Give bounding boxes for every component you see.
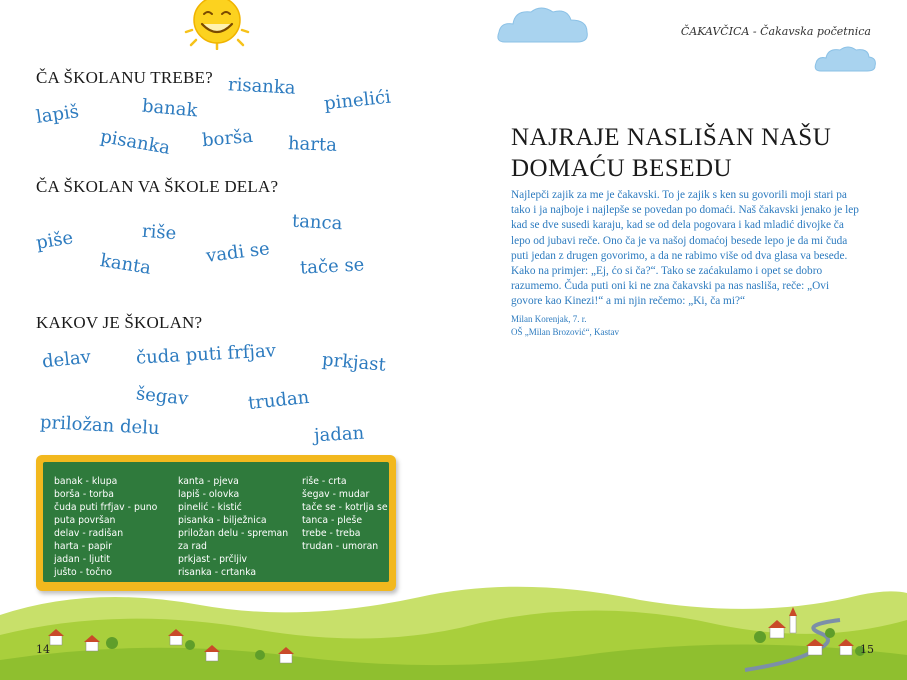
glossary-entry: tanca - pleše [302, 515, 363, 526]
glossary-entry: harta - papir [54, 541, 112, 552]
word-banak: banak [141, 95, 199, 122]
section-heading-character: KAKOV JE ŠKOLAN? [36, 313, 203, 332]
word-prilozan-delu: priložan delu [39, 411, 160, 440]
cloud-icon [495, 4, 591, 46]
word-pise: piše [34, 227, 75, 254]
page-number-left: 14 [36, 643, 50, 656]
glossary-entry: puta površan [54, 515, 116, 526]
glossary-entry: pisanka - bilježnica [178, 515, 267, 526]
glossary-entry: za rad [178, 541, 207, 552]
word-segav: šegav [135, 383, 190, 410]
glossary-entry: priložan delu - spreman [178, 528, 289, 539]
page-number-right: 15 [860, 643, 874, 656]
word-jadan: jadan [313, 422, 365, 447]
glossary-entry: riše - crta [302, 476, 347, 487]
word-cuda-puti-frfjav: čuda puti frfjav [135, 340, 277, 369]
word-tace-se: tače se [299, 254, 365, 279]
word-lapis: lapiš [34, 101, 81, 128]
article-title-line: DOMAĆU BESEDU [511, 155, 733, 182]
word-delav: delav [41, 346, 92, 373]
glossary-entry: risanka - crtanka [178, 567, 257, 578]
glossary-entry: banak - klupa [54, 476, 118, 487]
glossary-entry: kanta - pjeva [178, 476, 239, 487]
glossary-entry: lapiš - olovka [178, 489, 240, 500]
glossary-entry: tače se - kotrlja se [302, 502, 388, 513]
glossary-column-1 [54, 475, 157, 579]
glossary-entry: čuda puti frfjav - puno [54, 502, 158, 513]
glossary-column-3 [302, 475, 388, 553]
glossary-entry: pinelić - kistić [178, 502, 242, 513]
word-vadi-se: vadi se [204, 238, 271, 267]
word-pinelici: pinelići [323, 86, 392, 115]
article-title [511, 122, 831, 184]
word-kanta: kanta [98, 250, 153, 279]
section-heading-needs: ČA ŠKOLANU TREBE? [36, 68, 213, 87]
glossary-entry: jadan - ljutit [54, 554, 110, 565]
glossary-entry: jušto - točno [54, 567, 112, 578]
cloud-icon [813, 44, 877, 74]
word-pisanka: pisanka [98, 126, 172, 159]
word-trudan: trudan [247, 386, 311, 415]
glossary-column-2 [178, 475, 288, 579]
section-heading-activities: ČA ŠKOLAN VA ŠKOLE DELA? [36, 177, 279, 196]
word-prkjast: prkjast [321, 349, 387, 376]
glossary-entry: borša - torba [54, 489, 114, 500]
article-title-line: NAJRAJE NASLIŠAN NAŠU [511, 124, 832, 151]
sun-icon [184, 0, 250, 50]
glossary-entry: šegav - mudar [302, 489, 370, 500]
author-name: Milan Korenjak, 7. r. [511, 314, 587, 324]
glossary-board-frame [36, 455, 396, 591]
glossary-entry: trebe - treba [302, 528, 361, 539]
glossary-chalkboard [43, 462, 389, 582]
word-rise: riše [141, 220, 177, 245]
running-header: ČAKAVČICA - Čakavska početnica [680, 25, 871, 38]
article-author [511, 313, 619, 339]
word-tanca: tanca [291, 210, 343, 235]
glossary-entry: trudan - umoran [302, 541, 379, 552]
glossary-entry: prkjast - prčljiv [178, 554, 248, 565]
article-body: Najlepči zajik za me je čakavski. To je zajik s ken su govorili moji stari pa tako i ja najboje i najlepše se povedan po domaći. Naš čakavski jenako je lep kad se dve susedi karaju, kad se od dela pogovara i kad mladić divojke ča lepo od jubavi reče. Ono ča je va našoj domaćoj besede lepo je da mi čuda puti jedan z drugen govorimo, a da ne rabimo više od dva glasa va besede. Kako na primjer: „Ej, ćo si ča?“. Tako se zaćakulamo i opet se dobro razumemo. Čuda puti oni ki ne zna čakavski pa nas nasliša, reče: „Ovi govore kao Kinezi!“ a mi njin rečemo: „Ki, ča mi?“ [511, 189, 859, 308]
author-school: OŠ „Milan Brozović“, Kastav [511, 327, 619, 337]
glossary-entry: delav - radišan [54, 528, 124, 539]
word-harta: harta [287, 133, 338, 156]
word-borsa: borša [201, 125, 254, 152]
word-risanka: risanka [227, 74, 297, 99]
landscape-hills [0, 575, 907, 680]
